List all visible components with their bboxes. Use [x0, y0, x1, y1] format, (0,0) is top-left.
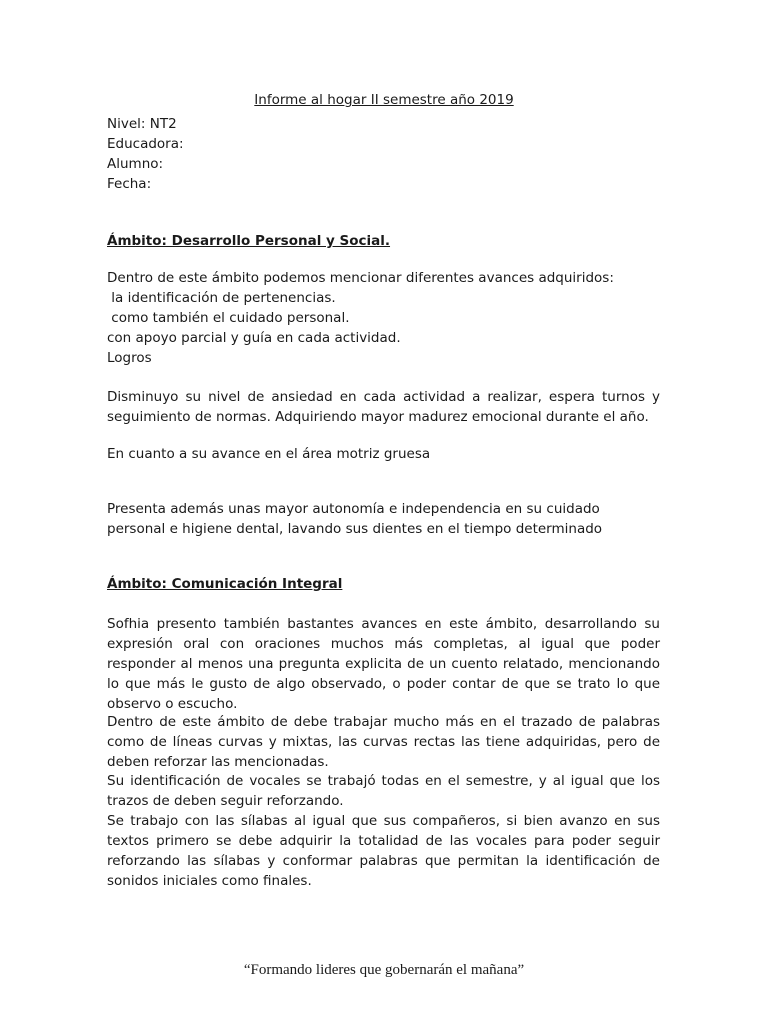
section2-paragraph-4: Se trabajo con las sílabas al igual que sus compañeros, si bien avanzo en sus textos primero se debe adquirir la totalidad de las vocales para poder seguir reforzando las sílabas y conformar palabras que permitan la identificación de sonidos iniciales como finales.	[107, 813, 660, 889]
list-item: la identificación de pertenencias.	[107, 290, 336, 306]
student-info	[107, 114, 184, 194]
list-item: como también el cuidado personal.	[107, 310, 350, 326]
list-item: con apoyo parcial y guía en cada actividad.	[107, 330, 401, 346]
section2-paragraph-3: Su identificación de vocales se trabajó todas en el semestre, y al igual que los trazos de deben seguir reforzando.	[107, 773, 660, 809]
section-heading-personal-social: Ámbito: Desarrollo Personal y Social.	[107, 233, 391, 249]
section2-paragraph-1: Sofhia presento también bastantes avances en este ámbito, desarrollando su expresión oral con oraciones muchos más completas, al igual que poder responder al menos una pregunta explicita de un cuento relatado, mencionando lo que más le gusto de algo observado, o poder contar de que se trato lo que observo o escucho.	[107, 616, 660, 712]
footer-motto: “Formando lideres que gobernarán el mañana”	[243, 962, 525, 978]
nivel-field: Nivel: NT2	[107, 116, 177, 132]
section1-paragraph-3: Presenta además unas mayor autonomía e independencia en su cuidado personal e higiene dental, lavando sus dientes en el tiempo determinado	[107, 501, 603, 537]
section-heading-comunicacion: Ámbito: Comunicación Integral	[107, 576, 343, 592]
educadora-field: Educadora:	[107, 136, 184, 152]
list-item: Dentro de este ámbito podemos mencionar diferentes avances adquiridos:	[107, 270, 614, 286]
section1-paragraph-1: Disminuyo su nivel de ansiedad en cada actividad a realizar, espera turnos y seguimiento de normas. Adquiriendo mayor madurez emocional durante el año.	[107, 389, 660, 425]
section1-paragraph-2: En cuanto a su avance en el área motriz gruesa	[107, 446, 431, 462]
section2-paragraph-2: Dentro de este ámbito de debe trabajar mucho más en el trazado de palabras como de líneas curvas y mixtas, las curvas rectas las tiene adquiridas, pero de deben reforzar las mencionadas.	[107, 714, 660, 770]
section1-list	[107, 268, 660, 368]
list-item: Logros	[107, 350, 152, 366]
alumno-field: Alumno:	[107, 156, 164, 172]
fecha-field: Fecha:	[107, 176, 152, 192]
document-title: Informe al hogar II semestre año 2019	[254, 92, 514, 108]
